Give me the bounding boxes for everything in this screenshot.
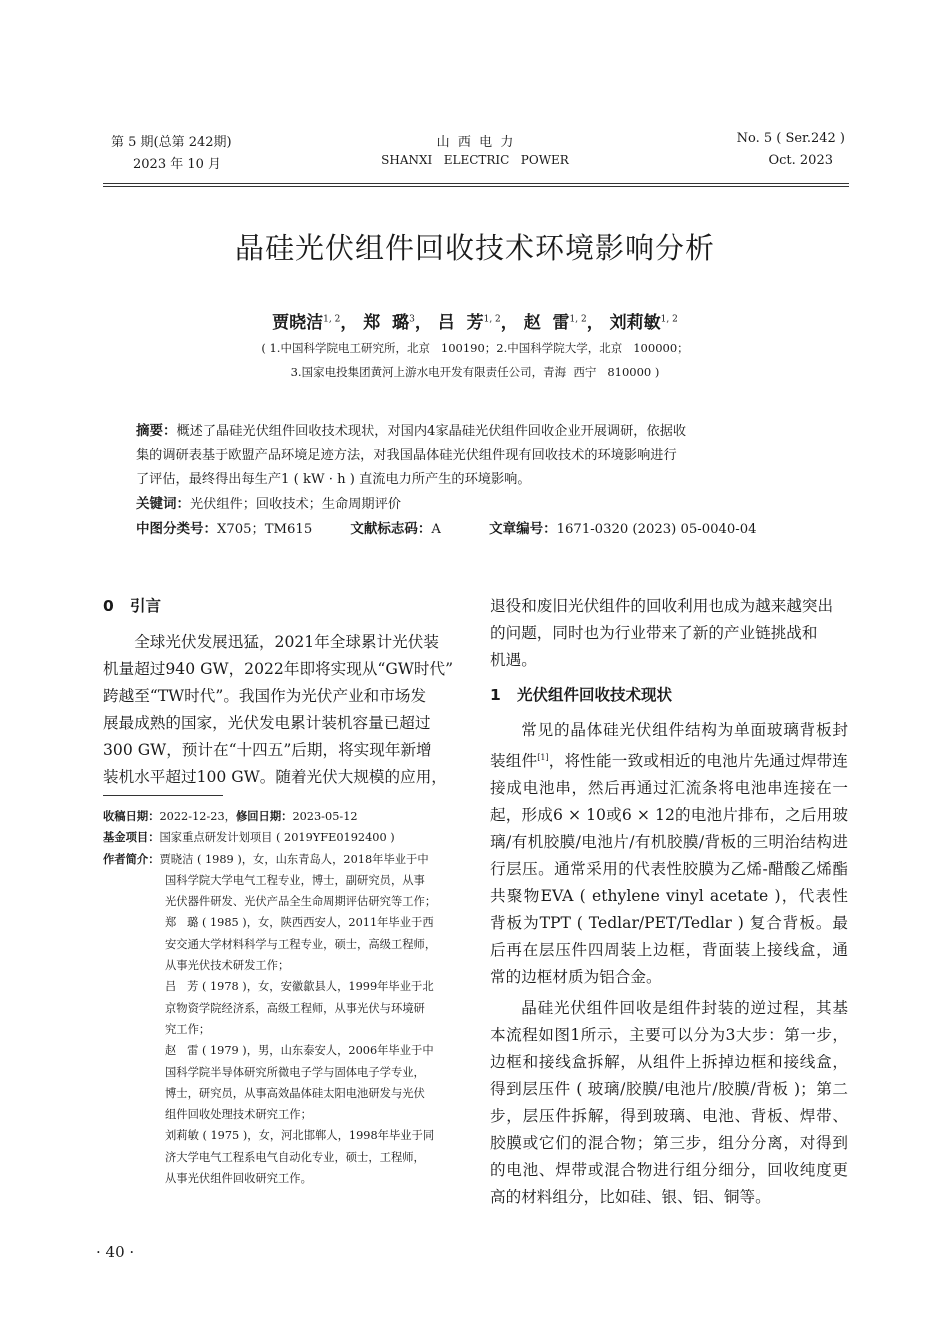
cont-line: 退役和废旧光伏组件的回收利用也成为越来越突出 <box>490 597 834 615</box>
author: 吕 芳 <box>437 313 484 333</box>
fund-label: 基金项目： <box>103 831 160 845</box>
bio-line: 从事光伏技术研发工作； <box>165 959 290 973</box>
doc-code: A <box>431 522 441 537</box>
author: 贾晓洁 <box>272 313 324 333</box>
abstract-label: 摘要： <box>136 423 177 439</box>
bio-line: 从事光伏组件回收研究工作。 <box>165 1172 312 1186</box>
citation: [1] <box>537 753 549 762</box>
revised-date: 2023-05-12 <box>292 810 358 823</box>
bio-line: 京物资学院经济系，高级工程师，从事光伏与环境研 <box>165 1001 425 1015</box>
keywords: 光伏组件；回收技术；生命周期评价 <box>190 497 401 512</box>
received-date: 2022-12-23， <box>159 810 236 823</box>
doc-code-label: 文献标志码： <box>350 521 432 537</box>
abstract-line: 概述了晶硅光伏组件回收技术现状，对国内4家晶硅光伏组件回收企业开展调研，依据收 <box>176 424 687 439</box>
footnotes <box>103 806 465 1189</box>
bio-line: 究工作； <box>165 1022 211 1036</box>
paragraph <box>490 717 848 991</box>
journal-name-en: SHANXI ELECTRIC POWER <box>381 153 569 167</box>
author: 刘莉敏 <box>609 313 661 333</box>
author-affil: 1, 2 <box>483 314 501 325</box>
intro-line: 跨越至“TW时代”。我国作为光伏产业和市场发 <box>103 687 427 705</box>
intro-line: 300 GW，预计在“十四五”后期，将实现年新增 <box>103 741 432 759</box>
issue-date-en: Oct. 2023 <box>768 153 833 168</box>
paragraph-text: ，将性能一致或相近的电池片先通过焊带连接成电池串，然后再通过汇流条将电池串连接在一起，形成6 × 10或6 × 12的电池片排布，之后用玻璃/有机胶膜/电池片/有机胶膜/背板的三明治结构进行层压。通常采用的代表性胶膜为乙烯-醋酸乙烯酯共聚物EVA ( ethylene vinyl acetate )，代表性背板为TPT ( Tedlar/PET/Tedlar ) 复合背板。最后再在层压件四周装上边框，背面装上接线盒，通常的边框材质为铝合金。 <box>490 752 848 987</box>
bio-line: 刘莉敏 ( 1975 )，女，河北邯郸人，1998年毕业于同 <box>165 1129 435 1143</box>
issue-date: 2023 年 10 月 <box>133 157 222 172</box>
affiliation-line: 3.国家电投集团黄河上游水电开发有限责任公司，青海 西宁 810000 ) <box>290 365 660 379</box>
bio-line: 赵 雷 ( 1979 )，男，山东泰安人，2006年毕业于中 <box>165 1044 434 1058</box>
intro-line: 机量超过940 GW，2022年即将实现从“GW时代” <box>103 660 454 678</box>
bio-line: 贾晓洁 ( 1989 )，女，山东青岛人，2018年毕业于中 <box>159 852 429 866</box>
page-number: · 40 · <box>96 1243 135 1261</box>
section-1-title: 1 光伏组件回收技术现状 <box>490 686 672 704</box>
bio-line: 安交通大学材料科学与工程专业，硕士，高级工程师， <box>165 937 437 951</box>
bio-line: 郑 璐 ( 1985 )，女，陕西西安人，2011年毕业于西 <box>165 916 434 930</box>
issue-number-en: No. 5 ( Ser.242 ) <box>736 131 845 146</box>
author: 赵 雷 <box>523 313 570 333</box>
paragraph-text: 常见的晶体硅光伏组件结构为单面玻璃背板封装组件 <box>490 721 848 771</box>
paper-title: 晶硅光伏组件回收技术环境影响分析 <box>234 231 715 265</box>
fund-text: 国家重点研发计划项目 ( 2019YFE0192400 ) <box>159 831 395 845</box>
affiliation-line: ( 1.中国科学院电工研究所，北京 100190；2.中国科学院大学，北京 100000； <box>261 341 689 355</box>
intro-line: 全球光伏发展迅猛，2021年全球累计光伏装 <box>134 633 439 651</box>
article-number-label: 文章编号： <box>489 521 557 537</box>
revised-label: 修回日期： <box>235 810 293 823</box>
header-rule <box>103 183 849 184</box>
received-label: 收稿日期： <box>103 810 160 823</box>
abstract-line: 集的调研表基于欧盟产品环境足迹方法，对我国晶体硅光伏组件现有回收技术的环境影响进行 <box>136 448 677 463</box>
intro-line: 装机水平超过100 GW。随着光伏大规模的应用， <box>103 768 447 786</box>
author-list: 贾晓洁$^{1, 2}$， 郑 璐$^3$， 吕 芳$^{1, 2}$， 赵 雷$^{1, 2}$， 刘莉敏$^{1, 2}$ <box>272 313 678 333</box>
left-column <box>103 593 465 791</box>
abstract <box>136 419 826 542</box>
bio-line: 吕 芳 ( 1978 )，女，安徽歙县人，1999年毕业于北 <box>165 980 434 994</box>
keywords-label: 关键词： <box>136 496 190 512</box>
clc-number: X705；TM615 <box>217 522 313 537</box>
bio-label: 作者简介： <box>103 852 160 866</box>
author-affil: 1, 2 <box>569 314 587 325</box>
section-0-title: 0 引言 <box>103 597 161 615</box>
clc-label: 中图分类号： <box>136 521 217 537</box>
header-rule-2 <box>103 186 849 187</box>
paragraph: 晶硅光伏组件回收是组件封装的逆过程，其基本流程如图1所示，主要可以分为3大步：第一步，边框和接线盒拆解，从组件上拆掉边框和接线盒，得到层压件 ( 玻璃/胶膜/电池片/胶膜/背板 )；第二步，层压件拆解，得到玻璃、电池、背板、焊带、胶膜或它们的混合物；第三步，组分分离，对得到的电池、焊带或混合物进行组分细分，回收纯度更高的材料组分，比如硅、银、铝、铜等。 <box>490 999 848 1207</box>
intro-line: 展最成熟的国家，光伏发电累计装机容量已超过 <box>103 714 431 732</box>
right-column <box>490 593 848 1211</box>
bio-line: 国科学院大学电气工程专业，博士，副研究员，从事 <box>165 873 425 887</box>
cont-line: 的问题，同时也为行业带来了新的产业链挑战和 <box>490 624 818 642</box>
journal-name-cn: 山 西 电 力 <box>436 135 514 150</box>
cont-line: 机遇。 <box>490 651 537 669</box>
bio-line: 博士，研究员，从事高效晶体硅太阳电池研发与光伏 <box>165 1086 425 1100</box>
author-affil: 3 <box>409 314 415 325</box>
bio-line: 济大学电气工程系电气自动化专业，硕士，工程师， <box>165 1150 425 1164</box>
bio-line: 国科学院半导体研究所微电子学与固体电子学专业， <box>165 1065 425 1079</box>
author-affil: 1, 2 <box>660 314 678 325</box>
bio-line: 组件回收处理技术研究工作； <box>165 1108 312 1122</box>
article-number: 1671-0320 (2023) 05-0040-04 <box>556 522 757 537</box>
author-affil: 1, 2 <box>323 314 341 325</box>
abstract-line: 了评估，最终得出每生产1 ( kW · h ) 直流电力所产生的环境影响。 <box>136 472 531 487</box>
author: 郑 璐 <box>363 313 410 333</box>
footnote-rule <box>103 795 223 796</box>
bio-line: 光伏器件研发、光伏产品全生命周期评估研究等工作； <box>165 895 437 909</box>
issue-number: 第 5 期(总第 242期) <box>111 135 232 150</box>
